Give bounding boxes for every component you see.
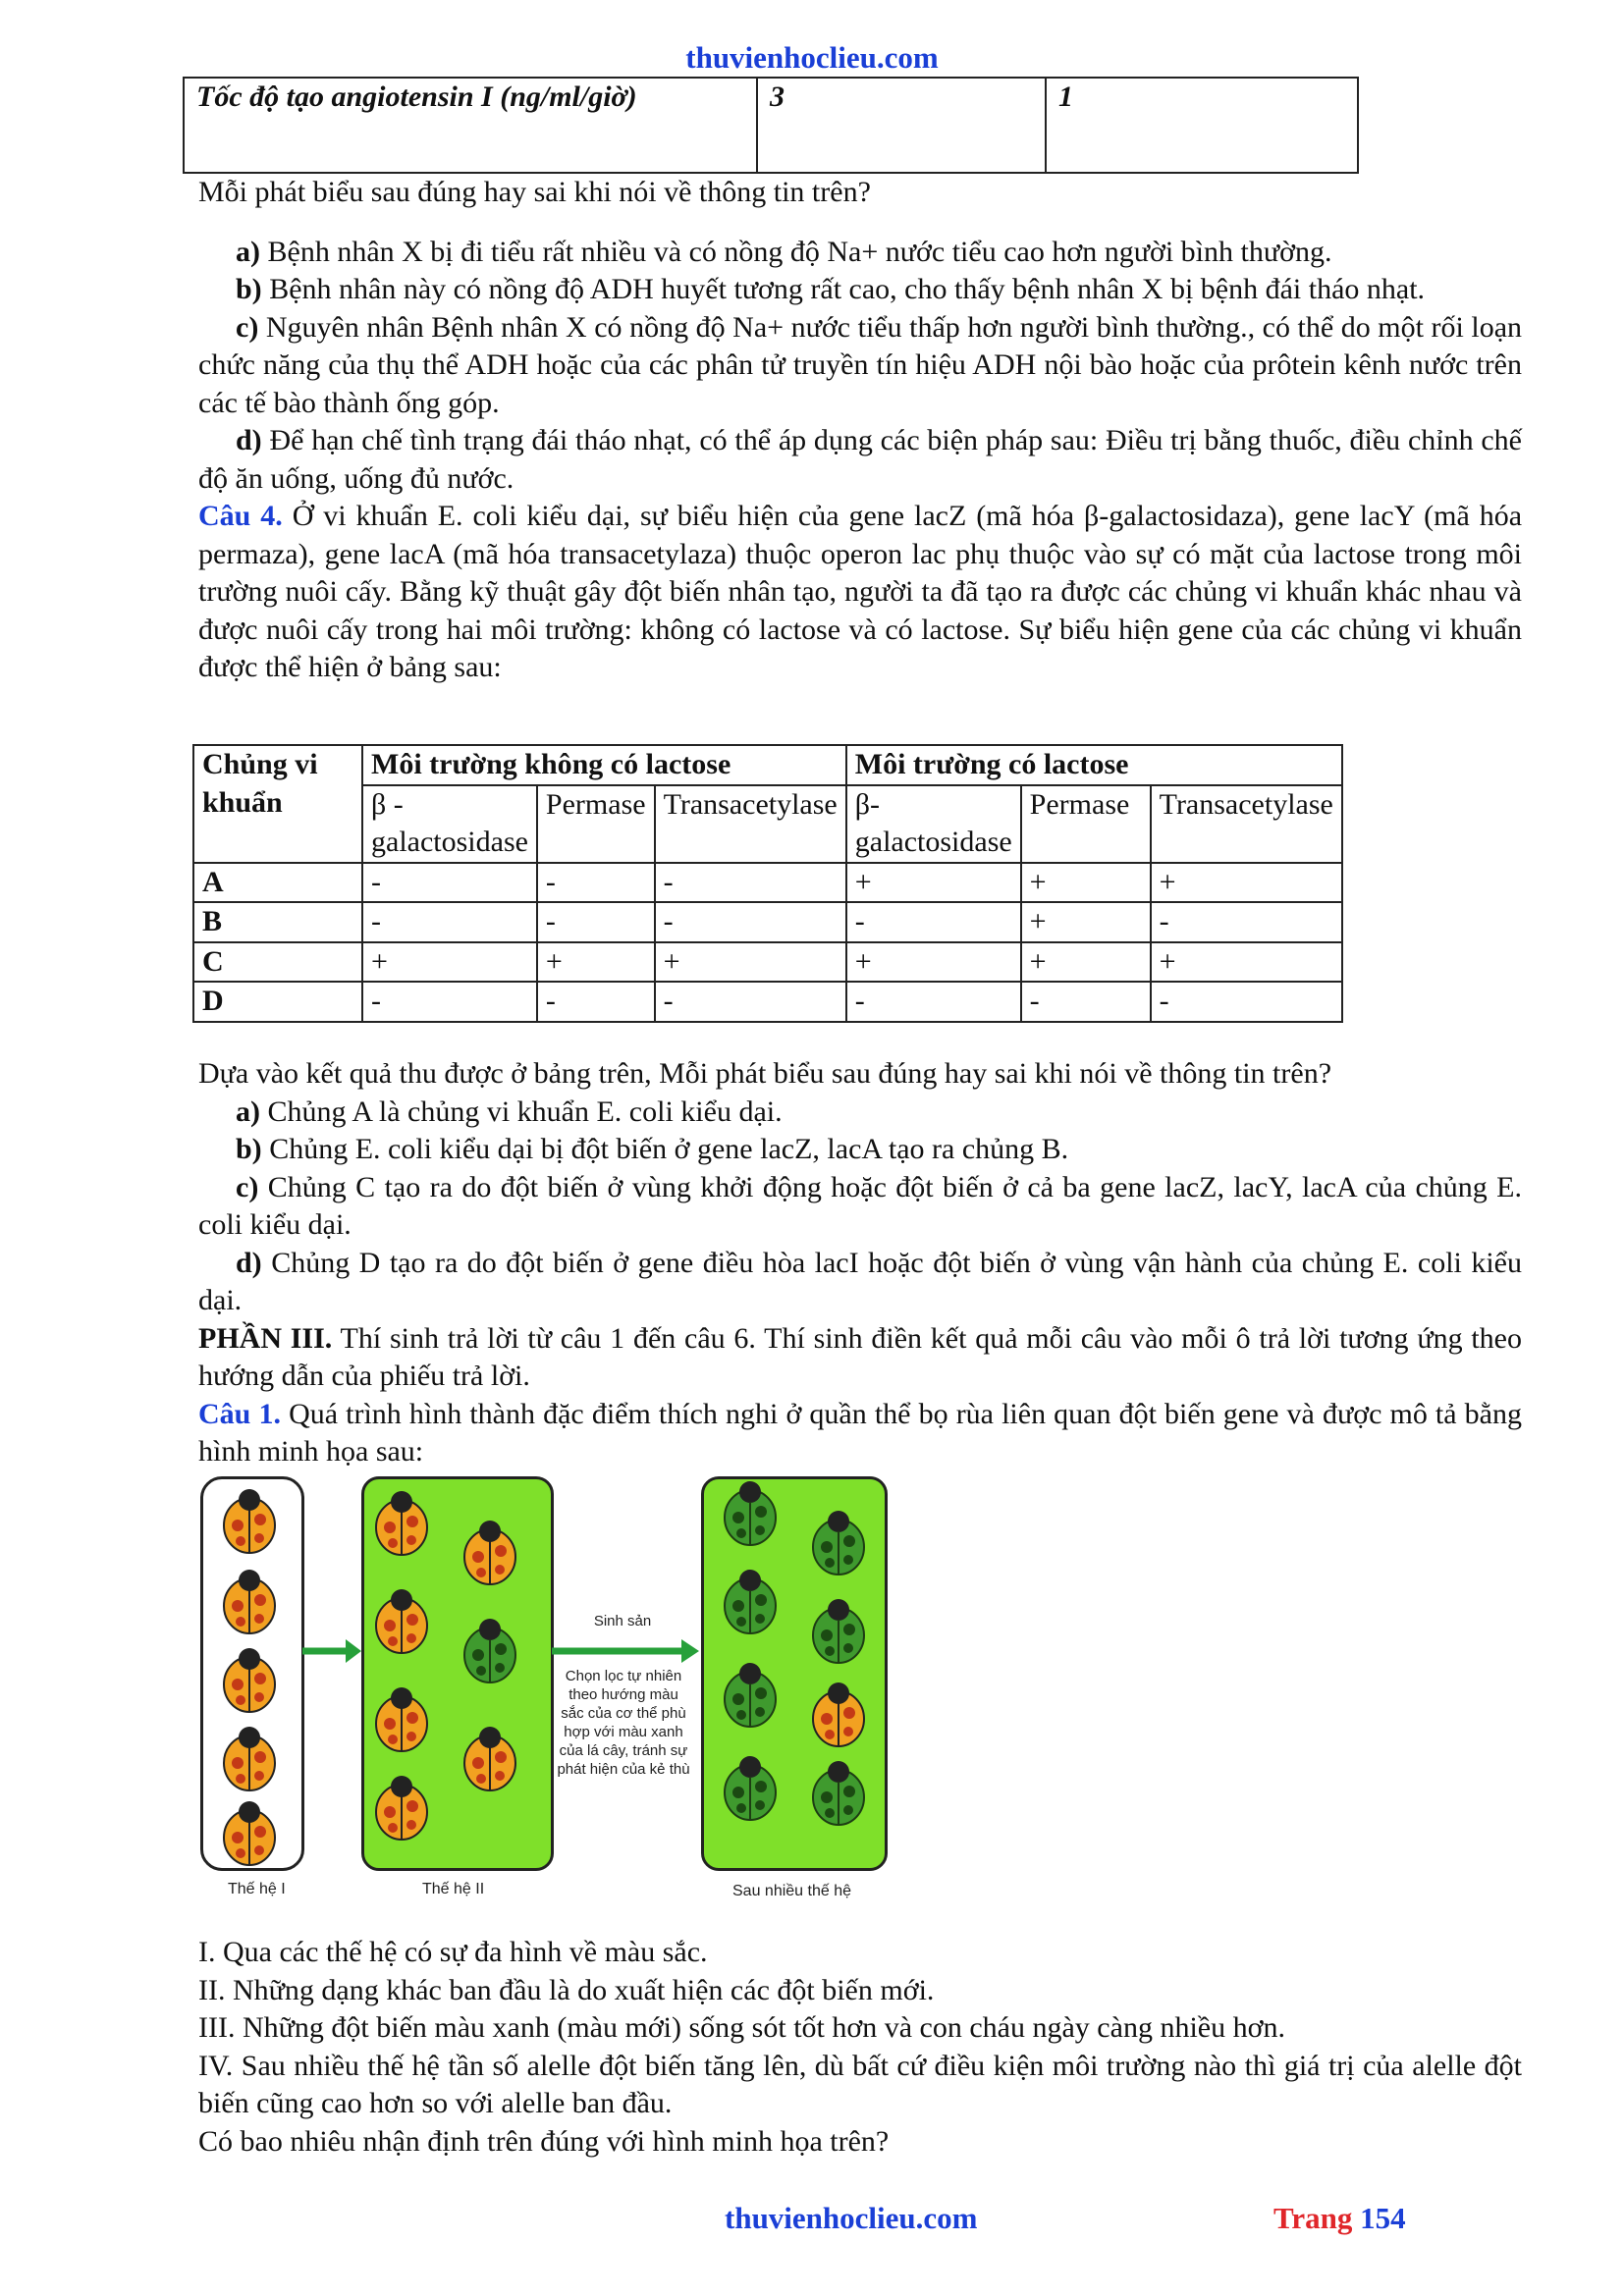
env-lactose: Môi trường có lactose <box>846 745 1342 785</box>
rate-label: Tốc độ tạo angiotensin I (ng/ml/giờ) <box>184 78 757 173</box>
col-header: Permase <box>1021 785 1151 863</box>
caption-generation-1: Thế hệ I <box>228 1881 286 1897</box>
q3-statement-d: d) Để hạn chế tình trạng đái tháo nhạt, có thể áp dụng các biện pháp sau: Điều trị bằng thuốc, điều chỉnh chế độ ăn uống, uống đủ nước. <box>198 424 1522 495</box>
col-header: Transacetylase <box>655 785 846 863</box>
q4-statement-a: a) Chủng A là chủng vi khuẩn E. coli kiểu dại. <box>236 1095 783 1128</box>
question-3-statements <box>198 174 1522 687</box>
footer-site[interactable]: thuvienhoclieu.com <box>725 2201 978 2235</box>
q3-statement-a: a) Bệnh nhân X bị đi tiểu rất nhiều và có nồng độ Na+ nước tiểu cao hơn người bình thường. <box>236 235 1332 268</box>
ladybug-figure <box>200 1476 888 1898</box>
header-site[interactable]: thuvienhoclieu.com <box>685 40 939 75</box>
caption-generation-2: Thế hệ II <box>422 1881 485 1897</box>
rate-table <box>183 77 1359 174</box>
selection-note: Chọn lọc tự nhiên theo hướng màu sắc của cơ thể phù hợp với màu xanh của lá cây, tránh sự phát hiện của kẻ thù <box>557 1668 690 1778</box>
q4-after: Dựa vào kết quả thu được ở bảng trên, Mỗi phát biểu sau đúng hay sai khi nói về thông tin trên? <box>198 1057 1332 1090</box>
env-no-lactose: Môi trường không có lactose <box>362 745 846 785</box>
col-header: Permase <box>537 785 655 863</box>
page-number: Trang 154 <box>1273 2201 1406 2235</box>
q1-statement-3: III. Những đột biến màu xanh (màu mới) sống sót tốt hơn và con cháu ngày càng nhiều hơn. <box>198 2011 1285 2044</box>
table-row: D - - - - - - <box>193 982 1342 1022</box>
rate-value-1: 3 <box>757 78 1046 173</box>
ladybug-illustration <box>200 1476 888 1898</box>
q3-statement-c: c) Nguyên nhân Bệnh nhân X có nồng độ Na+ nước tiểu thấp hơn người bình thường., có thể do một rối loạn chức năng của thụ thể ADH hoặc của các phân tử truyền tín hiệu ADH nội bào hoặc của prôtein kênh nước trên các tế bào thành ống góp. <box>198 310 1523 419</box>
q1-stem: Câu 1. Quá trình hình thành đặc điểm thích nghi ở quần thể bọ rùa liên quan đột biến gene và được mô tả bằng hình minh họa sau: <box>198 1397 1522 1468</box>
rate-value-2: 1 <box>1046 78 1358 173</box>
question-4-statements <box>198 1055 1522 1471</box>
q4-statement-c: c) Chủng C tạo ra do đột biến ở vùng khởi động hoặc đột biến ở cả ba gene lacZ, lacY, lacA của chủng E. coli kiểu dại. <box>198 1170 1523 1241</box>
col-header: Transacetylase <box>1151 785 1342 863</box>
caption-generation-n: Sau nhiều thế hệ <box>732 1883 851 1899</box>
arrow-label: Sinh sản <box>593 1613 652 1629</box>
q1-statement-2: II. Những dạng khác ban đầu là do xuất hiện các đột biến mới. <box>198 1973 935 2006</box>
col-header: β- galactosidase <box>846 785 1021 863</box>
q3-statement-b: b) Bệnh nhân này có nồng độ ADH huyết tương rất cao, cho thấy bệnh nhân X bị bệnh đái tháo nhạt. <box>236 273 1426 305</box>
strain-header: Chủng vi khuẩn <box>193 745 362 863</box>
q1-statement-1: I. Qua các thế hệ có sự đa hình về màu sắc. <box>198 1936 708 1968</box>
question-1-statements <box>198 1934 1522 2161</box>
lac-operon-table <box>192 744 1343 1023</box>
q1-question: Có bao nhiêu nhận định trên đúng với hình minh họa trên? <box>198 2124 890 2158</box>
q1-statement-4: IV. Sau nhiều thế hệ tần số alelle đột biến tăng lên, dù bất cứ điều kiện môi trường nào thì giá trị của alelle đột biến cũng cao hơn so với alelle ban đầu. <box>198 2049 1522 2119</box>
table-row: B - - - - + - <box>193 902 1342 942</box>
col-header: β - galactosidase <box>362 785 537 863</box>
q3-intro: Mỗi phát biểu sau đúng hay sai khi nói về thông tin trên? <box>198 176 871 208</box>
q4-statement-b: b) Chủng E. coli kiểu dại bị đột biến ở gene lacZ, lacA tạo ra chủng B. <box>236 1133 1069 1165</box>
table-row: C + + + + + + <box>193 942 1342 983</box>
table-row: A - - - + + + <box>193 863 1342 903</box>
q4-stem: Câu 4. Ở vi khuẩn E. coli kiểu dại, sự biểu hiện của gene lacZ (mã hóa β-galactosidaza), gene lacY (mã hóa permaza), gene lacA (mã hóa transacetylaza) thuộc operon lac phụ thuộc vào sự có mặt của lactose trong môi trường nuôi cấy. Bằng kỹ thuật gây đột biến nhân tạo, người ta đã tạo ra được các chủng vi khuẩn khác nhau và được nuôi cấy trong hai môi trường: không có lactose và có lactose. Sự biểu hiện gene của các chủng vi khuẩn được thể hiện ở bảng sau: <box>198 500 1523 683</box>
q4-statement-d: d) Chủng D tạo ra do đột biến ở gene điều hòa lacI hoặc đột biến ở vùng vận hành của chủng E. coli kiểu dại. <box>198 1246 1522 1316</box>
part-3-intro: PHẦN III. Thí sinh trả lời từ câu 1 đến câu 6. Thí sinh điền kết quả mỗi câu vào mỗi ô trả lời tương ứng theo hướng dẫn của phiếu trả lời. <box>198 1321 1522 1392</box>
